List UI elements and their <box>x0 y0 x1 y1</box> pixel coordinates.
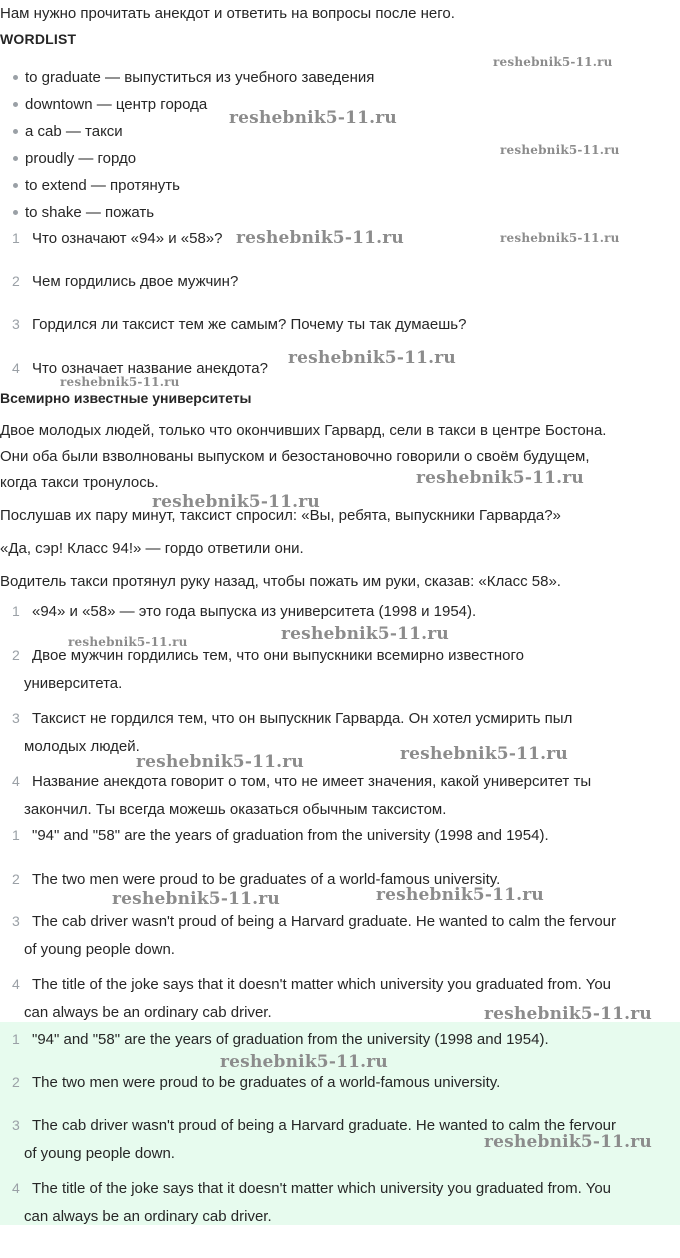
answer-number: 3 <box>12 913 20 929</box>
watermark: reshebnik5-11.ru <box>236 228 404 248</box>
story-paragraph: Водитель такси протянул руку назад, чтобы пожать им руки, сказав: «Класс 58». <box>0 573 561 590</box>
watermark: reshebnik5-11.ru <box>500 231 620 245</box>
watermark: reshebnik5-11.ru <box>152 492 320 512</box>
word-text: downtown — центр города <box>25 96 208 113</box>
answer-number: 2 <box>12 1074 20 1090</box>
bullet-dot-icon <box>13 102 18 107</box>
bullet-dot-icon <box>13 156 18 161</box>
answer-line: The title of the joke says that it doesn't matter which university you graduated from. You <box>32 1180 612 1197</box>
watermark: reshebnik5-11.ru <box>493 55 613 69</box>
answer-ru-item <box>0 597 680 626</box>
watermark: reshebnik5-11.ru <box>484 1004 652 1024</box>
answer-number: 2 <box>12 871 20 887</box>
answer-ru-item <box>0 704 680 761</box>
word-text: to extend — протянуть <box>25 177 180 194</box>
word-text: to shake — пожать <box>25 204 155 221</box>
watermark: reshebnik5-11.ru <box>376 885 544 905</box>
answer-line: The two men were proud to be graduates of a world-famous university. <box>32 871 501 888</box>
answer-highlight-item <box>0 1174 680 1231</box>
answer-line: университета. <box>24 675 123 692</box>
bullet-dot-icon <box>13 183 18 188</box>
word-item <box>0 145 374 172</box>
answer-line: Двое мужчин гордились тем, что они выпускники всемирно известного <box>32 647 524 664</box>
answer-line: of young people down. <box>24 1145 175 1162</box>
bullet-dot-icon <box>13 75 18 80</box>
watermark: reshebnik5-11.ru <box>60 375 180 389</box>
answer-line: The cab driver wasn't proud of being a Harvard graduate. He wanted to calm the fervour <box>32 1117 617 1134</box>
watermark: reshebnik5-11.ru <box>288 348 456 368</box>
answer-line: of young people down. <box>24 941 175 958</box>
question-item <box>0 267 680 296</box>
answer-line: Название анекдота говорит о том, что не имеет значения, какой университет ты <box>32 773 592 790</box>
watermark: reshebnik5-11.ru <box>112 889 280 909</box>
question-number: 1 <box>12 230 20 246</box>
question-text: Что означает название анекдота? <box>32 360 268 377</box>
answer-number: 4 <box>12 773 20 789</box>
wordlist-heading: WORDLIST <box>0 31 77 47</box>
answer-line: The two men were proud to be graduates of a world-famous university. <box>32 1074 501 1091</box>
answer-en-item <box>0 907 680 964</box>
word-text: proudly — гордо <box>25 150 137 167</box>
watermark: reshebnik5-11.ru <box>400 744 568 764</box>
answer-number: 2 <box>12 647 20 663</box>
answer-ru-item <box>0 641 680 698</box>
question-text: Гордился ли таксист тем же самым? Почему ты так думаешь? <box>32 316 467 333</box>
question-text: Что означают «94» и «58»? <box>32 230 223 247</box>
answer-line: can always be an ordinary cab driver. <box>24 1208 272 1225</box>
question-text: Чем гордились двое мужчин? <box>32 273 239 290</box>
answer-number: 3 <box>12 1117 20 1133</box>
intro-text: Нам нужно прочитать анекдот и ответить на вопросы после него. <box>0 5 455 22</box>
question-item <box>0 310 680 339</box>
story-paragraph: Послушав их пару минут, таксист спросил: «Вы, ребята, выпускники Гарварда?» <box>0 507 561 524</box>
word-item <box>0 172 374 199</box>
story-paragraph: «Да, сэр! Класс 94!» — гордо ответили они. <box>0 540 304 557</box>
word-text: a cab — такси <box>25 123 123 140</box>
watermark: reshebnik5-11.ru <box>500 143 620 157</box>
watermark: reshebnik5-11.ru <box>416 468 584 488</box>
watermark: reshebnik5-11.ru <box>229 108 397 128</box>
answer-line: закончил. Ты всегда можешь оказаться обычным таксистом. <box>24 801 447 818</box>
story-line: Двое молодых людей, только что окончивших Гарвард, сели в такси в центре Бостона. <box>0 422 607 439</box>
answer-number: 1 <box>12 603 20 619</box>
watermark: reshebnik5-11.ru <box>68 635 188 649</box>
story-title: Всемирно известные университеты <box>0 390 252 406</box>
story-line: когда такси тронулось. <box>0 474 159 491</box>
answer-number: 4 <box>12 976 20 992</box>
answer-number: 3 <box>12 710 20 726</box>
bullet-dot-icon <box>13 210 18 215</box>
answer-ru-item <box>0 767 680 824</box>
answer-number: 1 <box>12 827 20 843</box>
question-number: 3 <box>12 316 20 332</box>
answer-line: «94» и «58» — это года выпуска из университета (1998 и 1954). <box>32 603 477 620</box>
answer-highlight-item <box>0 1068 680 1097</box>
word-text: to graduate — выпуститься из учебного заведения <box>25 69 375 86</box>
watermark: reshebnik5-11.ru <box>220 1052 388 1072</box>
bullet-dot-icon <box>13 129 18 134</box>
word-item <box>0 199 374 226</box>
answer-en-item <box>0 821 680 850</box>
watermark: reshebnik5-11.ru <box>484 1132 652 1152</box>
answer-line: "94" and "58" are the years of graduation from the university (1998 and 1954). <box>32 1031 549 1048</box>
wordlist <box>0 64 374 226</box>
watermark: reshebnik5-11.ru <box>281 624 449 644</box>
answer-number: 4 <box>12 1180 20 1196</box>
question-number: 4 <box>12 360 20 376</box>
word-item <box>0 64 374 91</box>
answer-line: молодых людей. <box>24 738 140 755</box>
answer-highlight-item <box>0 1025 680 1054</box>
answer-line: The title of the joke says that it doesn't matter which university you graduated from. You <box>32 976 612 993</box>
answer-en-item <box>0 865 680 894</box>
story-line: Они оба были взволнованы выпуском и безостановочно говорили о своём будущем, <box>0 448 590 465</box>
question-number: 2 <box>12 273 20 289</box>
answer-line: "94" and "58" are the years of graduation from the university (1998 and 1954). <box>32 827 549 844</box>
answer-line: Таксист не гордился тем, что он выпускник Гарварда. Он хотел усмирить пыл <box>32 710 573 727</box>
answer-number: 1 <box>12 1031 20 1047</box>
answer-line: can always be an ordinary cab driver. <box>24 1004 272 1021</box>
answer-line: The cab driver wasn't proud of being a Harvard graduate. He wanted to calm the fervour <box>32 913 617 930</box>
watermark: reshebnik5-11.ru <box>136 752 304 772</box>
